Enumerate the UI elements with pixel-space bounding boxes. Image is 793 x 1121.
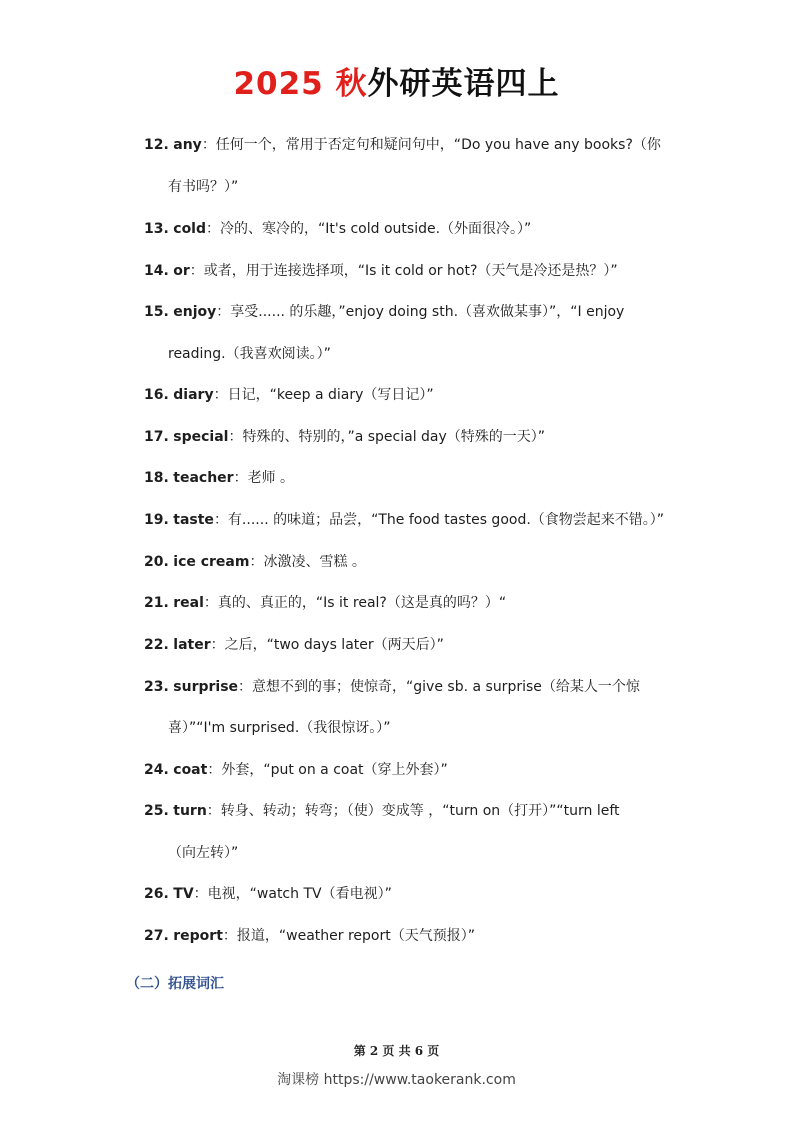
list-item: 18. teacher：老师 。 xyxy=(144,470,295,486)
section-heading: （二）拓展词汇 xyxy=(126,976,224,992)
list-item: 16. diary：日记，“keep a diary（写日记）” xyxy=(144,387,434,403)
list-item: 12. any：任何一个，常用于否定句和疑问句中，“Do you have any books?（你 xyxy=(144,137,661,153)
list-item: 15. enjoy：享受...... 的乐趣，”enjoy doing sth.（喜欢做某事）”，“I enjoy xyxy=(144,304,625,320)
title-subject: 外研英语四上 xyxy=(367,66,560,102)
page-title xyxy=(0,58,793,103)
list-item: 21. real：真的、真正的，“Is it real?（这是真的吗？）“ xyxy=(144,595,507,611)
list-item: 17. special：特殊的、特别的，”a special day（特殊的一天）” xyxy=(144,429,546,445)
list-item: 19. taste：有...... 的味道；品尝，“The food tastes good.（食物尝起来不错。）” xyxy=(144,512,665,528)
list-item: 22. later：之后，“two days later（两天后）” xyxy=(144,637,444,653)
list-item: 24. coat：外套，“put on a coat（穿上外套）” xyxy=(144,762,448,778)
list-item-continuation: 有书吗？）” xyxy=(168,179,239,195)
list-item-continuation: reading.（我喜欢阅读。）” xyxy=(168,346,331,362)
title-year-season: 2025 秋 xyxy=(233,66,368,102)
list-item: 23. surprise：意想不到的事；使惊奇，“give sb. a surprise（给某人一个惊 xyxy=(144,679,640,695)
list-item: 13. cold：冷的、寒冷的，“It's cold outside.（外面很冷。）” xyxy=(144,221,532,237)
footer-watermark: 淘课榜 https://www.taokerank.com xyxy=(277,1072,516,1088)
list-item: 20. ice cream：冰激凌、雪糕 。 xyxy=(144,554,366,570)
list-item-continuation: （向左转）” xyxy=(168,845,239,861)
list-item-continuation: 喜）”“I'm surprised.（我很惊讶。）” xyxy=(168,720,391,736)
list-item: 26. TV：电视，“watch TV（看电视）” xyxy=(144,886,392,902)
list-item: 14. or：或者，用于连接选择项，“Is it cold or hot?（天气是冷还是热？）” xyxy=(144,263,618,279)
list-item: 27. report：报道，“weather report（天气预报）” xyxy=(144,928,475,944)
page-number: 第 2 页 共 6 页 xyxy=(353,1044,440,1058)
list-item: 25. turn：转身、转动；转弯；（使）变成等 ，“turn on（打开）”“turn left xyxy=(144,803,620,819)
